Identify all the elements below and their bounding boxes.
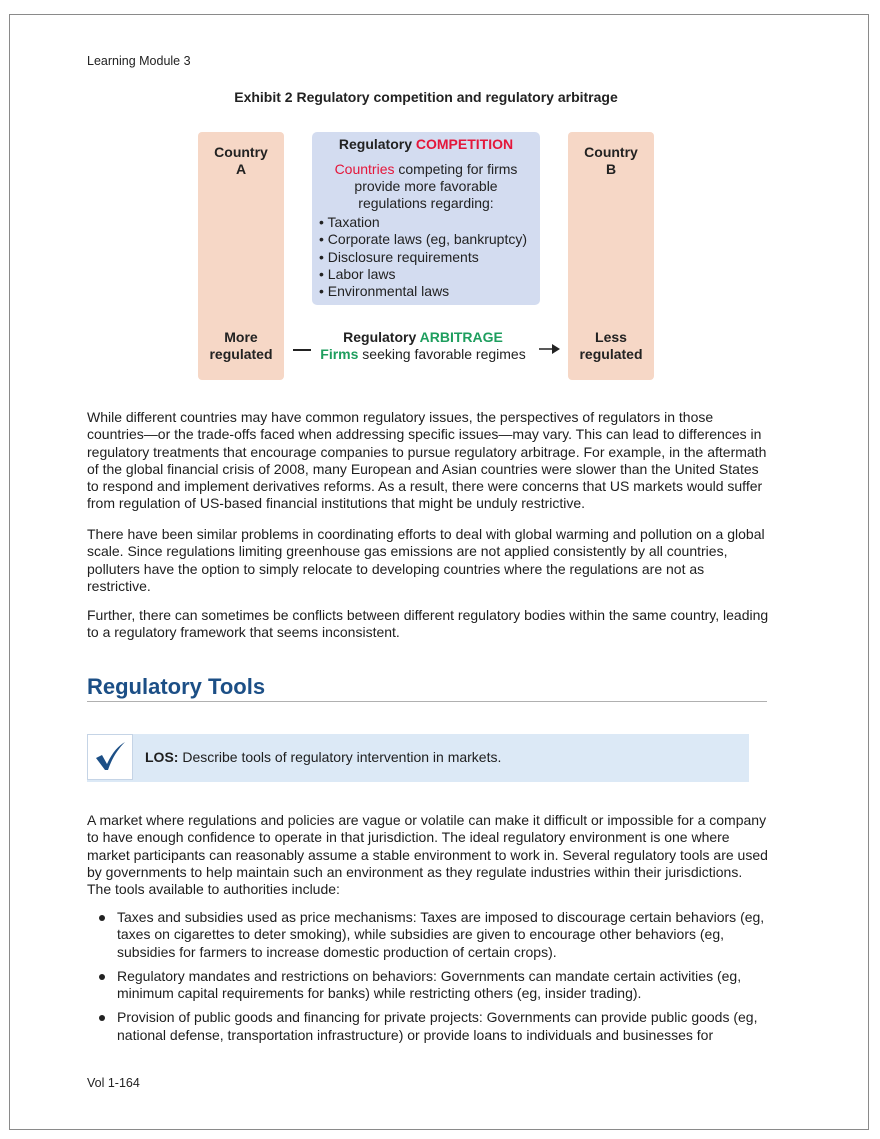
arbitrage-title-prefix: Regulatory xyxy=(343,329,420,345)
list-item-text: Provision of public goods and financing for private projects: Governments can provide public goods (eg, national defense, transportation infrastructure) or provide loans to individuals and businesses for xyxy=(117,1009,758,1043)
competition-title-prefix: Regulatory xyxy=(338,136,416,152)
country-b-letter: B xyxy=(605,161,617,177)
page-footer: Vol 1-164 xyxy=(87,1076,140,1090)
exhibit-title: Exhibit 2 Regulatory competition and regulatory arbitrage xyxy=(234,89,618,105)
country-a-letter: A xyxy=(235,161,247,177)
los-description: Describe tools of regulatory intervention in markets. xyxy=(178,749,502,765)
section-divider xyxy=(87,701,767,702)
arrow-right-icon xyxy=(539,342,561,356)
section-title: Regulatory Tools xyxy=(87,674,266,699)
check-icon-box xyxy=(87,734,133,780)
competition-list-item: • Labor laws xyxy=(319,265,396,282)
arbitrage-title-highlight: ARBITRAGE xyxy=(419,329,503,345)
competition-list-item: • Taxation xyxy=(319,214,380,230)
competition-title-highlight: COMPETITION xyxy=(415,136,514,152)
arbitrage-desc-highlight: Firms xyxy=(320,346,359,362)
bullet-icon xyxy=(99,974,105,980)
list-item xyxy=(87,1009,769,1044)
checkmark-icon xyxy=(93,740,127,774)
arbitrage-desc-rest: seeking favorable regimes xyxy=(358,346,526,362)
competition-list xyxy=(319,214,527,300)
country-b-bottom-1: Less xyxy=(595,329,627,345)
los-text xyxy=(145,749,501,765)
competition-list-item: • Corporate laws (eg, bankruptcy) xyxy=(319,231,527,248)
competition-list-item: • Environmental laws xyxy=(319,283,450,300)
country-a-label: Country xyxy=(214,144,268,160)
list-item xyxy=(87,968,769,1003)
competition-desc-line2: provide more favorable xyxy=(354,178,498,194)
arbitrage-block xyxy=(298,329,548,363)
list-item xyxy=(87,909,769,961)
country-b-box xyxy=(568,132,654,380)
competition-list-item: • Disclosure requirements xyxy=(319,248,479,265)
country-b-label: Country xyxy=(584,144,638,160)
country-a-bottom-2: regulated xyxy=(209,346,273,362)
los-callout xyxy=(87,734,749,782)
paragraph-1: While different countries may have common regulatory issues, the perspectives of regulators in those countries—or the trade-offs faced when addressing specific issues—may vary. This can lead to differences in regulatory treatments that encourage companies to pursue regulatory arbitrage. For example, in the aftermath of the global financial crisis of 2008, many European and Asian countries were slower than the United States to respond and implement derivatives reforms. As a result, there were concerns that US markets would suffer from regulation of US-based financial institutions that might be unduly restrictive. xyxy=(87,409,767,512)
country-b-bottom-2: regulated xyxy=(579,346,643,362)
paragraph-3: Further, there can sometimes be conflicts between different regulatory bodies within the same country, leading to a regulatory framework that seems inconsistent. xyxy=(87,607,769,641)
country-a-bottom-1: More xyxy=(224,329,258,345)
bullet-icon xyxy=(99,1015,105,1021)
competition-desc-highlight: Countries xyxy=(334,161,395,177)
competition-desc-line1: competing for firms xyxy=(394,161,518,177)
bullet-icon xyxy=(99,915,105,921)
los-label: LOS: xyxy=(145,749,179,765)
competition-title xyxy=(312,136,540,152)
tools-list xyxy=(87,909,769,1051)
list-item-text: Taxes and subsidies used as price mechanisms: Taxes are imposed to discourage certain behaviors (eg, taxes on cigarettes to deter smoking), while subsidies are given to encourage other behaviors (eg, subsidies for farmers to increase domestic production of certain crops). xyxy=(117,909,765,960)
competition-desc-line3: regulations regarding: xyxy=(358,195,494,211)
paragraph-4: A market where regulations and policies are vague or volatile can make it difficult or impossible for a company to have enough confidence to operate in that jurisdiction. The ideal regulatory environment is one where market participants can reasonably assume a stable environment to work in. Several regulatory tools are used by governments to help maintain such an environment as they regulate industries within their jurisdictions. The tools available to authorities include: xyxy=(87,812,768,898)
competition-description xyxy=(312,161,540,212)
paragraph-2: There have been similar problems in coordinating efforts to deal with global warming and pollution on a global scale. Since regulations limiting greenhouse gas emissions are not applied consistently by all countries, polluters have the option to simply relocate to developing countries where the regulations are not as restrictive. xyxy=(87,526,765,594)
country-a-box xyxy=(198,132,284,380)
running-head: Learning Module 3 xyxy=(87,54,191,68)
list-item-text: Regulatory mandates and restrictions on behaviors: Governments can mandate certain activities (eg, minimum capital requirements for banks) while restricting others (eg, insider trading). xyxy=(117,967,742,1002)
competition-box xyxy=(312,132,540,305)
